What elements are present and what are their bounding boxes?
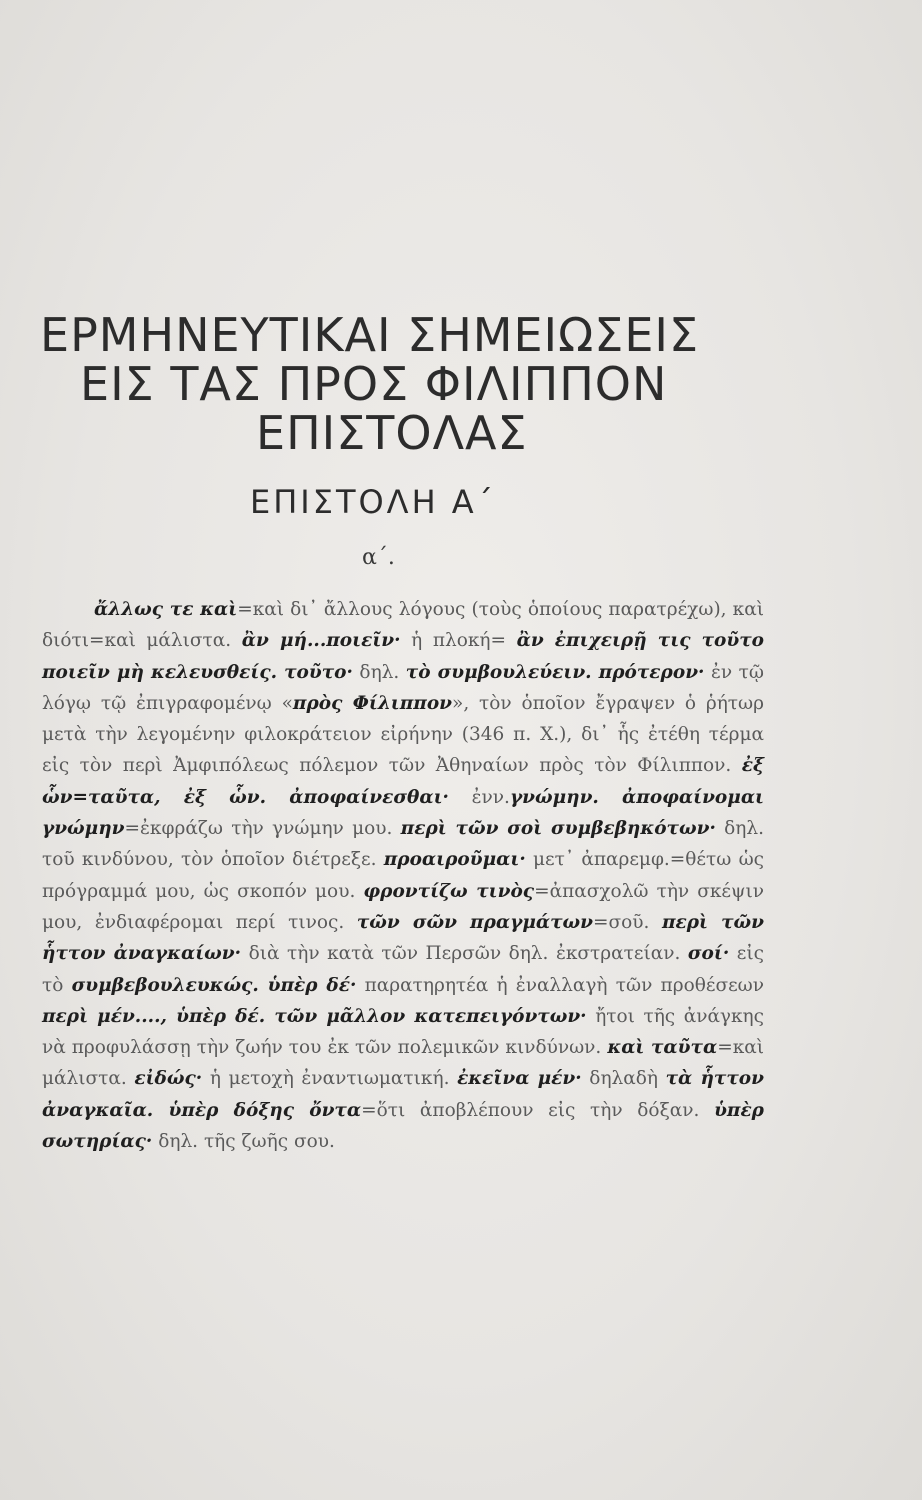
chapter-heading: ΕΠΙΣΤΟΛΗ Α΄ — [250, 483, 496, 521]
title-line-1: ΕΡΜΗΝΕΥΤΙΚΑΙ ΣΗΜΕΙΩΣΕΙΣ — [40, 308, 700, 362]
lemma-text: περὶ τῶν ἧττον ἀναγκαίων· — [42, 911, 764, 965]
lemma-text: ἂν μή...ποιεῖν· — [241, 630, 401, 652]
lemma-text: ἂν ἐπιχειρῇ τις τοῦτο ποιεῖν μὴ κελευσθείς. τοῦτο· — [42, 630, 765, 683]
lemma-text: πρὸς Φίλιππον — [292, 692, 453, 714]
gloss-text: ἐνν. — [449, 786, 510, 808]
lemma-text: περὶ μέν...., ὑπὲρ δέ. τῶν μᾶλλον κατεπειγόντων· — [42, 1005, 587, 1027]
lemma-text: φροντίζω τινὸς — [363, 880, 535, 902]
gloss-text: =καὶ δι᾿ ἄλλους λόγους (τοὺς ὁποίους παρατρέχω), καὶ διότι=καὶ μάλιστα. — [42, 599, 764, 652]
commentary-text — [42, 594, 764, 1157]
gloss-text: δηλ. — [352, 661, 406, 683]
gloss-text: ἡ μετοχὴ ἐναντιωματική. — [202, 1068, 458, 1090]
gloss-text: ἤτοι τῆς ἀνάγκης νὰ προφυλάσσῃ τὴν ζωήν του ἐκ τῶν πολεμικῶν κινδύνων. — [42, 1005, 764, 1059]
gloss-text: =ἀπασχολῶ τὴν σκέψιν μου, ἐνδιαφέρομαι περί τινος. — [42, 880, 765, 933]
lemma-text: καὶ ταῦτα — [607, 1037, 718, 1059]
lemma-text: συμβεβουλευκώς. ὑπὲρ δέ· — [71, 974, 357, 996]
gloss-text: », τὸν ὁποῖον ἔγραψεν ὁ ῥήτωρ μετὰ τὴν λεγομένην φιλοκράτειον εἰρήνην (346 π. Χ.), δι᾿ ἧς ἐτέθη τέρμα εἰς τὸν περὶ Ἀμφιπόλεως πόλεμον τῶν Ἀθηναίων πρὸς τὸν Φίλιππον. — [42, 692, 765, 777]
gloss-text: ἡ πλοκή= — [400, 630, 517, 652]
lemma-text: περὶ τῶν σοὶ συμβεβηκότων· — [400, 818, 716, 840]
gloss-text: =ὅτι ἀποβλέπουν εἰς τὴν δόξαν. — [361, 1099, 715, 1121]
gloss-text: ἐν τῷ λόγῳ τῷ ἐπιγραφομένῳ « — [42, 661, 764, 714]
lemma-text: ὑπὲρ σωτηρίας· — [42, 1099, 764, 1153]
lemma-text: τὰ ἧττον ἀναγκαῖα. ὑπὲρ δόξης ὄντα — [42, 1068, 764, 1121]
gloss-text: δηλ. τοῦ κινδύνου, τὸν ὁποῖον διέτρεξε. — [42, 818, 764, 871]
gloss-text: δηλ. τῆς ζωῆς σου. — [152, 1131, 335, 1153]
gloss-text: εἰς τὸ — [42, 943, 764, 996]
lemma-text: προαιροῦμαι· — [383, 849, 526, 871]
gloss-text: =σοῦ. — [593, 911, 662, 933]
gloss-text: =καὶ μάλιστα. — [42, 1037, 764, 1090]
lemma-text: σοί· — [687, 943, 730, 965]
section-number: α΄. — [362, 545, 395, 570]
lemma-text: γνώμην. ἀποφαίνομαι γνώμην — [42, 786, 765, 840]
gloss-text: =ἐκφράζω τὴν γνώμην μου. — [124, 818, 401, 840]
gloss-text: παρατηρητέα ἡ ἐναλλαγὴ τῶν προθέσεων — [356, 974, 764, 996]
lemma-text: ἐξ ὧν=ταῦτα, ἐξ ὧν. ἀποφαίνεσθαι· — [42, 755, 764, 808]
title-line-3: ΕΠΙΣΤΟΛΑΣ — [256, 406, 528, 460]
lemma-text: ἐκεῖνα μέν· — [457, 1068, 582, 1090]
commentary-paragraph — [42, 594, 764, 1157]
lemma-text: τὸ συμβουλεύειν. πρότερον· — [405, 661, 705, 683]
gloss-text: δηλαδὴ — [581, 1068, 666, 1090]
title-line-2: ΕΙΣ ΤΑΣ ΠΡΟΣ ΦΙΛΙΠΠΟΝ — [80, 357, 668, 411]
lemma-text: τῶν σῶν πραγμάτων — [356, 911, 593, 933]
gloss-text: μετ᾿ ἀπαρεμφ.=θέτω ὡς πρόγραμμά μου, ὡς σκοπόν μου. — [42, 849, 765, 902]
gloss-text: διὰ τὴν κατὰ τῶν Περσῶν δηλ. ἐκστρατείαν. — [241, 943, 688, 965]
lemma-text: ἄλλως τε καὶ — [94, 599, 238, 620]
lemma-text: εἰδώς· — [134, 1068, 203, 1090]
